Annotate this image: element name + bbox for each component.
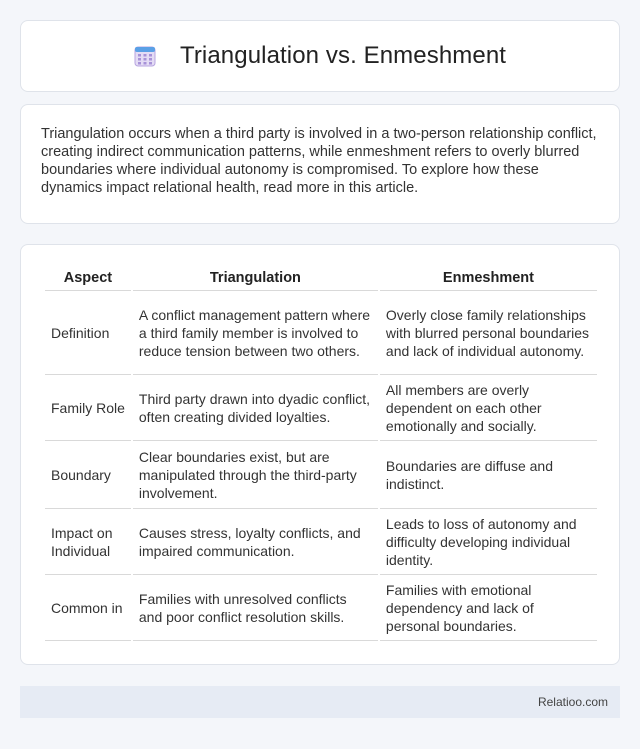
row-aspect: Boundary: [45, 441, 131, 509]
calendar-icon: [134, 45, 156, 67]
footer: [20, 686, 620, 718]
title-card: [20, 20, 620, 92]
table-row: [45, 509, 597, 575]
row-aspect: Family Role: [45, 375, 131, 441]
page-title: Triangulation vs. Enmeshment: [179, 42, 507, 69]
row-aspect: Common in: [45, 575, 131, 641]
row-enmeshment: Families with emotional dependency and lack of personal boundaries.: [380, 575, 597, 641]
row-triangulation: Clear boundaries exist, but are manipulated through the third-party involvement.: [133, 441, 378, 509]
row-enmeshment: Leads to loss of autonomy and difficulty developing individual identity.: [380, 509, 597, 575]
header-triangulation: Triangulation: [133, 265, 378, 291]
row-enmeshment: Overly close family relationships with blurred personal boundaries and lack of individual autonomy.: [380, 291, 597, 375]
table-header-row: [45, 265, 597, 291]
comparison-table: [43, 265, 599, 641]
header-enmeshment: Enmeshment: [380, 265, 597, 291]
table-row: [45, 575, 597, 641]
table-row: [45, 441, 597, 509]
row-aspect: Impact on Individual: [45, 509, 131, 575]
table-row: [45, 291, 597, 375]
table-row: [45, 375, 597, 441]
row-triangulation: Third party drawn into dyadic conflict, often creating divided loyalties.: [133, 375, 378, 441]
intro-card: [20, 104, 620, 224]
row-aspect: Definition: [45, 291, 131, 375]
intro-text: Triangulation occurs when a third party is involved in a two-person relationship conflict, creating indirect communication patterns, while enmeshment refers to overly blurred boundaries where individual autonomy is compromised. To explore how these dynamics impact relational health, read more in this article.: [41, 126, 597, 196]
row-triangulation: Causes stress, loyalty conflicts, and impaired communication.: [133, 509, 378, 575]
row-triangulation: A conflict management pattern where a third family member is involved to reduce tension between two others.: [133, 291, 378, 375]
comparison-card: [20, 244, 620, 665]
row-triangulation: Families with unresolved conflicts and poor conflict resolution skills.: [133, 575, 378, 641]
row-enmeshment: All members are overly dependent on each other emotionally and socially.: [380, 375, 597, 441]
header-aspect: Aspect: [45, 265, 131, 291]
footer-brand[interactable]: Relatioo.com: [537, 695, 608, 709]
row-enmeshment: Boundaries are diffuse and indistinct.: [380, 441, 597, 509]
